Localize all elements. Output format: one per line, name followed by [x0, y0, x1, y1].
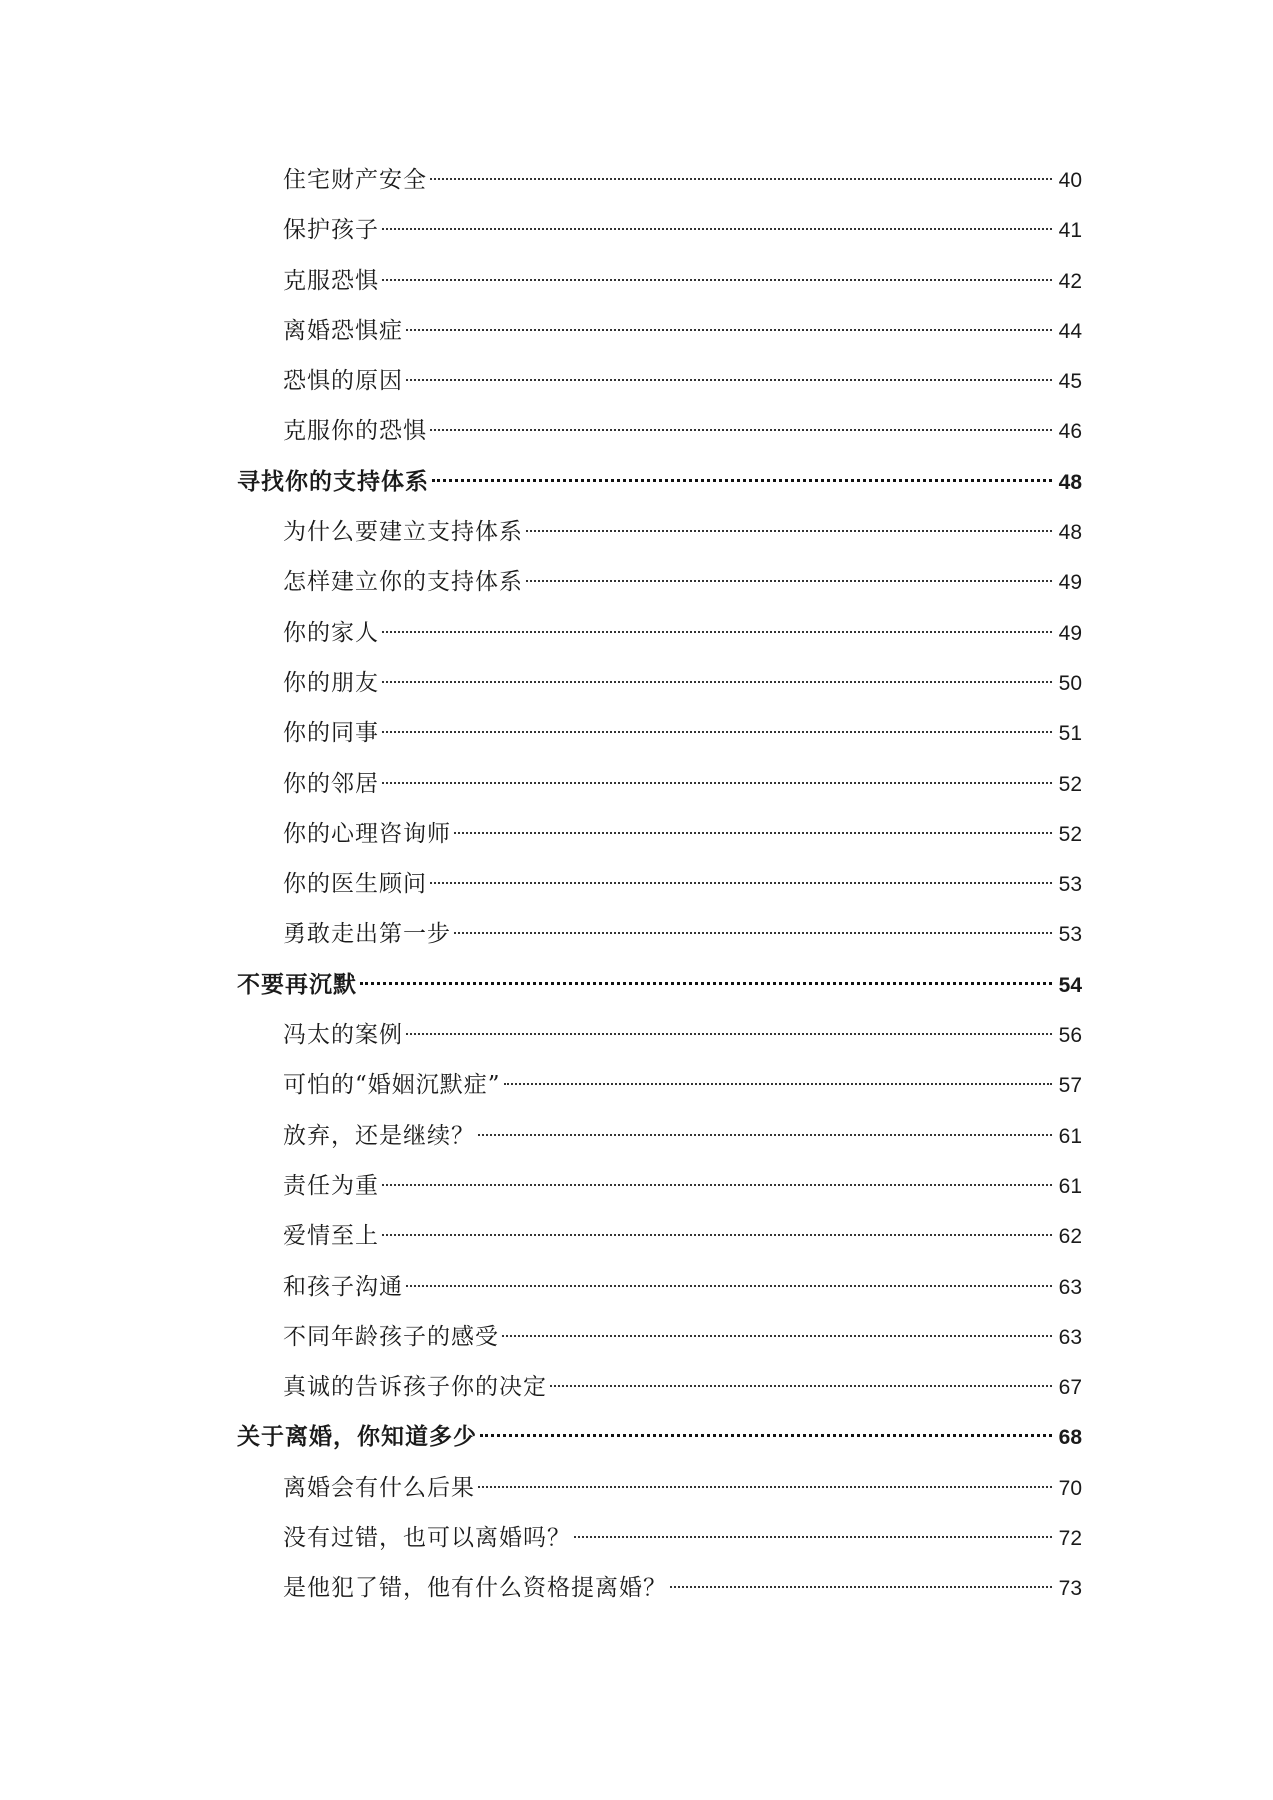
toc-page-number: 56 [1058, 1024, 1082, 1048]
toc-entry-title: 不同年龄孩子的感受 [283, 1323, 499, 1350]
toc-dot-leader [382, 1234, 1052, 1236]
toc-subsection-entry[interactable] [237, 155, 1082, 205]
toc-dot-leader [478, 1486, 1052, 1488]
toc-entry-title: 离婚会有什么后果 [283, 1474, 475, 1501]
toc-subsection-entry[interactable] [237, 1262, 1082, 1312]
toc-subsection-entry[interactable] [237, 1111, 1082, 1161]
toc-subsection-entry[interactable] [237, 1161, 1082, 1211]
toc-page-number: 48 [1058, 470, 1082, 494]
toc-section-entry[interactable] [237, 1412, 1082, 1462]
toc-entry-title: 关于离婚，你知道多少 [237, 1423, 477, 1451]
toc-entry-title: 离婚恐惧症 [283, 317, 403, 344]
toc-subsection-entry[interactable] [237, 1211, 1082, 1261]
toc-subsection-entry[interactable] [237, 306, 1082, 356]
toc-dot-leader [382, 731, 1052, 733]
toc-page-number: 40 [1058, 169, 1082, 192]
toc-entry-title: 勇敢走出第一步 [283, 921, 451, 948]
toc-entry-title: 你的朋友 [283, 669, 379, 696]
toc-subsection-entry[interactable] [237, 205, 1082, 255]
toc-subsection-entry[interactable] [237, 1060, 1082, 1110]
toc-dot-leader [454, 832, 1052, 834]
toc-entry-title: 你的同事 [283, 720, 379, 747]
toc-page-number: 46 [1058, 420, 1082, 444]
toc-entry-title: 保护孩子 [283, 217, 379, 244]
toc-entry-title: 是他犯了错，他有什么资格提离婚？ [283, 1575, 667, 1602]
toc-subsection-entry[interactable] [237, 608, 1082, 658]
toc-page-number: 62 [1058, 1225, 1082, 1249]
toc-entry-title: 爱情至上 [283, 1223, 379, 1250]
toc-dot-leader [382, 782, 1052, 784]
toc-dot-leader [550, 1385, 1052, 1387]
toc-page-number: 41 [1058, 219, 1082, 243]
toc-page-number: 67 [1058, 1376, 1082, 1400]
toc-dot-leader [478, 1134, 1052, 1136]
toc-entry-title: 住宅财产安全 [283, 167, 427, 193]
toc-page-number: 45 [1058, 370, 1082, 394]
toc-entry-title: 寻找你的支持体系 [237, 467, 429, 495]
toc-page-number: 54 [1058, 973, 1082, 997]
toc-page-number: 49 [1058, 621, 1082, 645]
toc-page-number: 44 [1058, 319, 1082, 343]
toc-entry-title: 你的邻居 [283, 770, 379, 797]
toc-dot-leader [504, 1083, 1052, 1085]
toc-page-number: 42 [1058, 269, 1082, 293]
toc-section-entry[interactable] [237, 960, 1082, 1010]
toc-subsection-entry[interactable] [237, 809, 1082, 859]
toc-dot-leader [382, 279, 1052, 281]
toc-page-number: 61 [1058, 1124, 1082, 1148]
toc-subsection-entry[interactable] [237, 1362, 1082, 1412]
toc-entry-title: 你的医生顾问 [283, 871, 427, 898]
toc-entry-title: 不要再沉默 [237, 970, 357, 998]
toc-page-number: 70 [1058, 1476, 1082, 1500]
toc-page-number: 72 [1058, 1527, 1082, 1551]
toc-dot-leader [382, 631, 1052, 633]
toc-entry-title: 责任为重 [283, 1172, 379, 1199]
toc-page-number: 68 [1058, 1426, 1082, 1450]
table-of-contents [237, 155, 1082, 1614]
toc-entry-title: 克服恐惧 [283, 267, 379, 294]
toc-subsection-entry[interactable] [237, 759, 1082, 809]
toc-page-number: 50 [1058, 671, 1082, 695]
toc-subsection-entry[interactable] [237, 1463, 1082, 1513]
toc-entry-title: 放弃，还是继续？ [283, 1122, 475, 1149]
toc-dot-leader [406, 379, 1052, 381]
toc-page-number: 48 [1058, 521, 1082, 545]
toc-dot-leader [574, 1536, 1052, 1538]
toc-page-number: 52 [1058, 772, 1082, 796]
toc-dot-leader [430, 429, 1052, 431]
toc-dot-leader [454, 932, 1052, 934]
toc-entry-title: 和孩子沟通 [283, 1273, 403, 1300]
toc-subsection-entry[interactable] [237, 1312, 1082, 1362]
toc-dot-leader [360, 982, 1052, 985]
toc-page-number: 63 [1058, 1275, 1082, 1299]
toc-subsection-entry[interactable] [237, 406, 1082, 456]
toc-subsection-entry[interactable] [237, 356, 1082, 406]
toc-page-number: 52 [1058, 822, 1082, 846]
toc-dot-leader [382, 681, 1052, 683]
toc-subsection-entry[interactable] [237, 1563, 1082, 1613]
toc-dot-leader [432, 479, 1052, 482]
toc-entry-title: 真诚的告诉孩子你的决定 [283, 1374, 547, 1401]
toc-entry-title: 没有过错，也可以离婚吗？ [283, 1525, 571, 1552]
toc-entry-title: 为什么要建立支持体系 [283, 519, 523, 546]
toc-entry-title: 冯太的案例 [283, 1022, 403, 1049]
toc-subsection-entry[interactable] [237, 658, 1082, 708]
toc-dot-leader [382, 1184, 1052, 1186]
toc-entry-title: 克服你的恐惧 [283, 418, 427, 445]
toc-page-number: 53 [1058, 873, 1082, 897]
toc-entry-title: 可怕的“婚姻沉默症” [283, 1072, 501, 1099]
toc-page-number: 63 [1058, 1325, 1082, 1349]
toc-subsection-entry[interactable] [237, 557, 1082, 607]
toc-dot-leader [406, 1033, 1052, 1035]
toc-page-number: 61 [1058, 1174, 1082, 1198]
toc-dot-leader [480, 1434, 1052, 1437]
toc-entry-title: 怎样建立你的支持体系 [283, 569, 523, 596]
toc-subsection-entry[interactable] [237, 708, 1082, 758]
toc-dot-leader [430, 882, 1052, 884]
toc-subsection-entry[interactable] [237, 1010, 1082, 1060]
toc-page-number: 49 [1058, 571, 1082, 595]
toc-page-number: 73 [1058, 1577, 1082, 1601]
toc-dot-leader [430, 178, 1052, 180]
toc-dot-leader [670, 1586, 1052, 1588]
toc-dot-leader [382, 228, 1052, 230]
toc-entry-title: 你的心理咨询师 [283, 820, 451, 847]
toc-subsection-entry[interactable] [237, 859, 1082, 909]
toc-subsection-entry[interactable] [237, 256, 1082, 306]
toc-entry-title: 恐惧的原因 [283, 368, 403, 395]
toc-entry-title: 你的家人 [283, 619, 379, 646]
toc-dot-leader [406, 1285, 1052, 1287]
toc-dot-leader [406, 329, 1052, 331]
toc-dot-leader [526, 580, 1052, 582]
toc-page-number: 53 [1058, 923, 1082, 947]
toc-page-number: 57 [1058, 1074, 1082, 1098]
toc-dot-leader [526, 530, 1052, 532]
toc-page-number: 51 [1058, 722, 1082, 746]
toc-subsection-entry[interactable] [237, 909, 1082, 959]
toc-subsection-entry[interactable] [237, 1513, 1082, 1563]
toc-subsection-entry[interactable] [237, 507, 1082, 557]
toc-dot-leader [502, 1335, 1052, 1337]
toc-section-entry[interactable] [237, 457, 1082, 507]
